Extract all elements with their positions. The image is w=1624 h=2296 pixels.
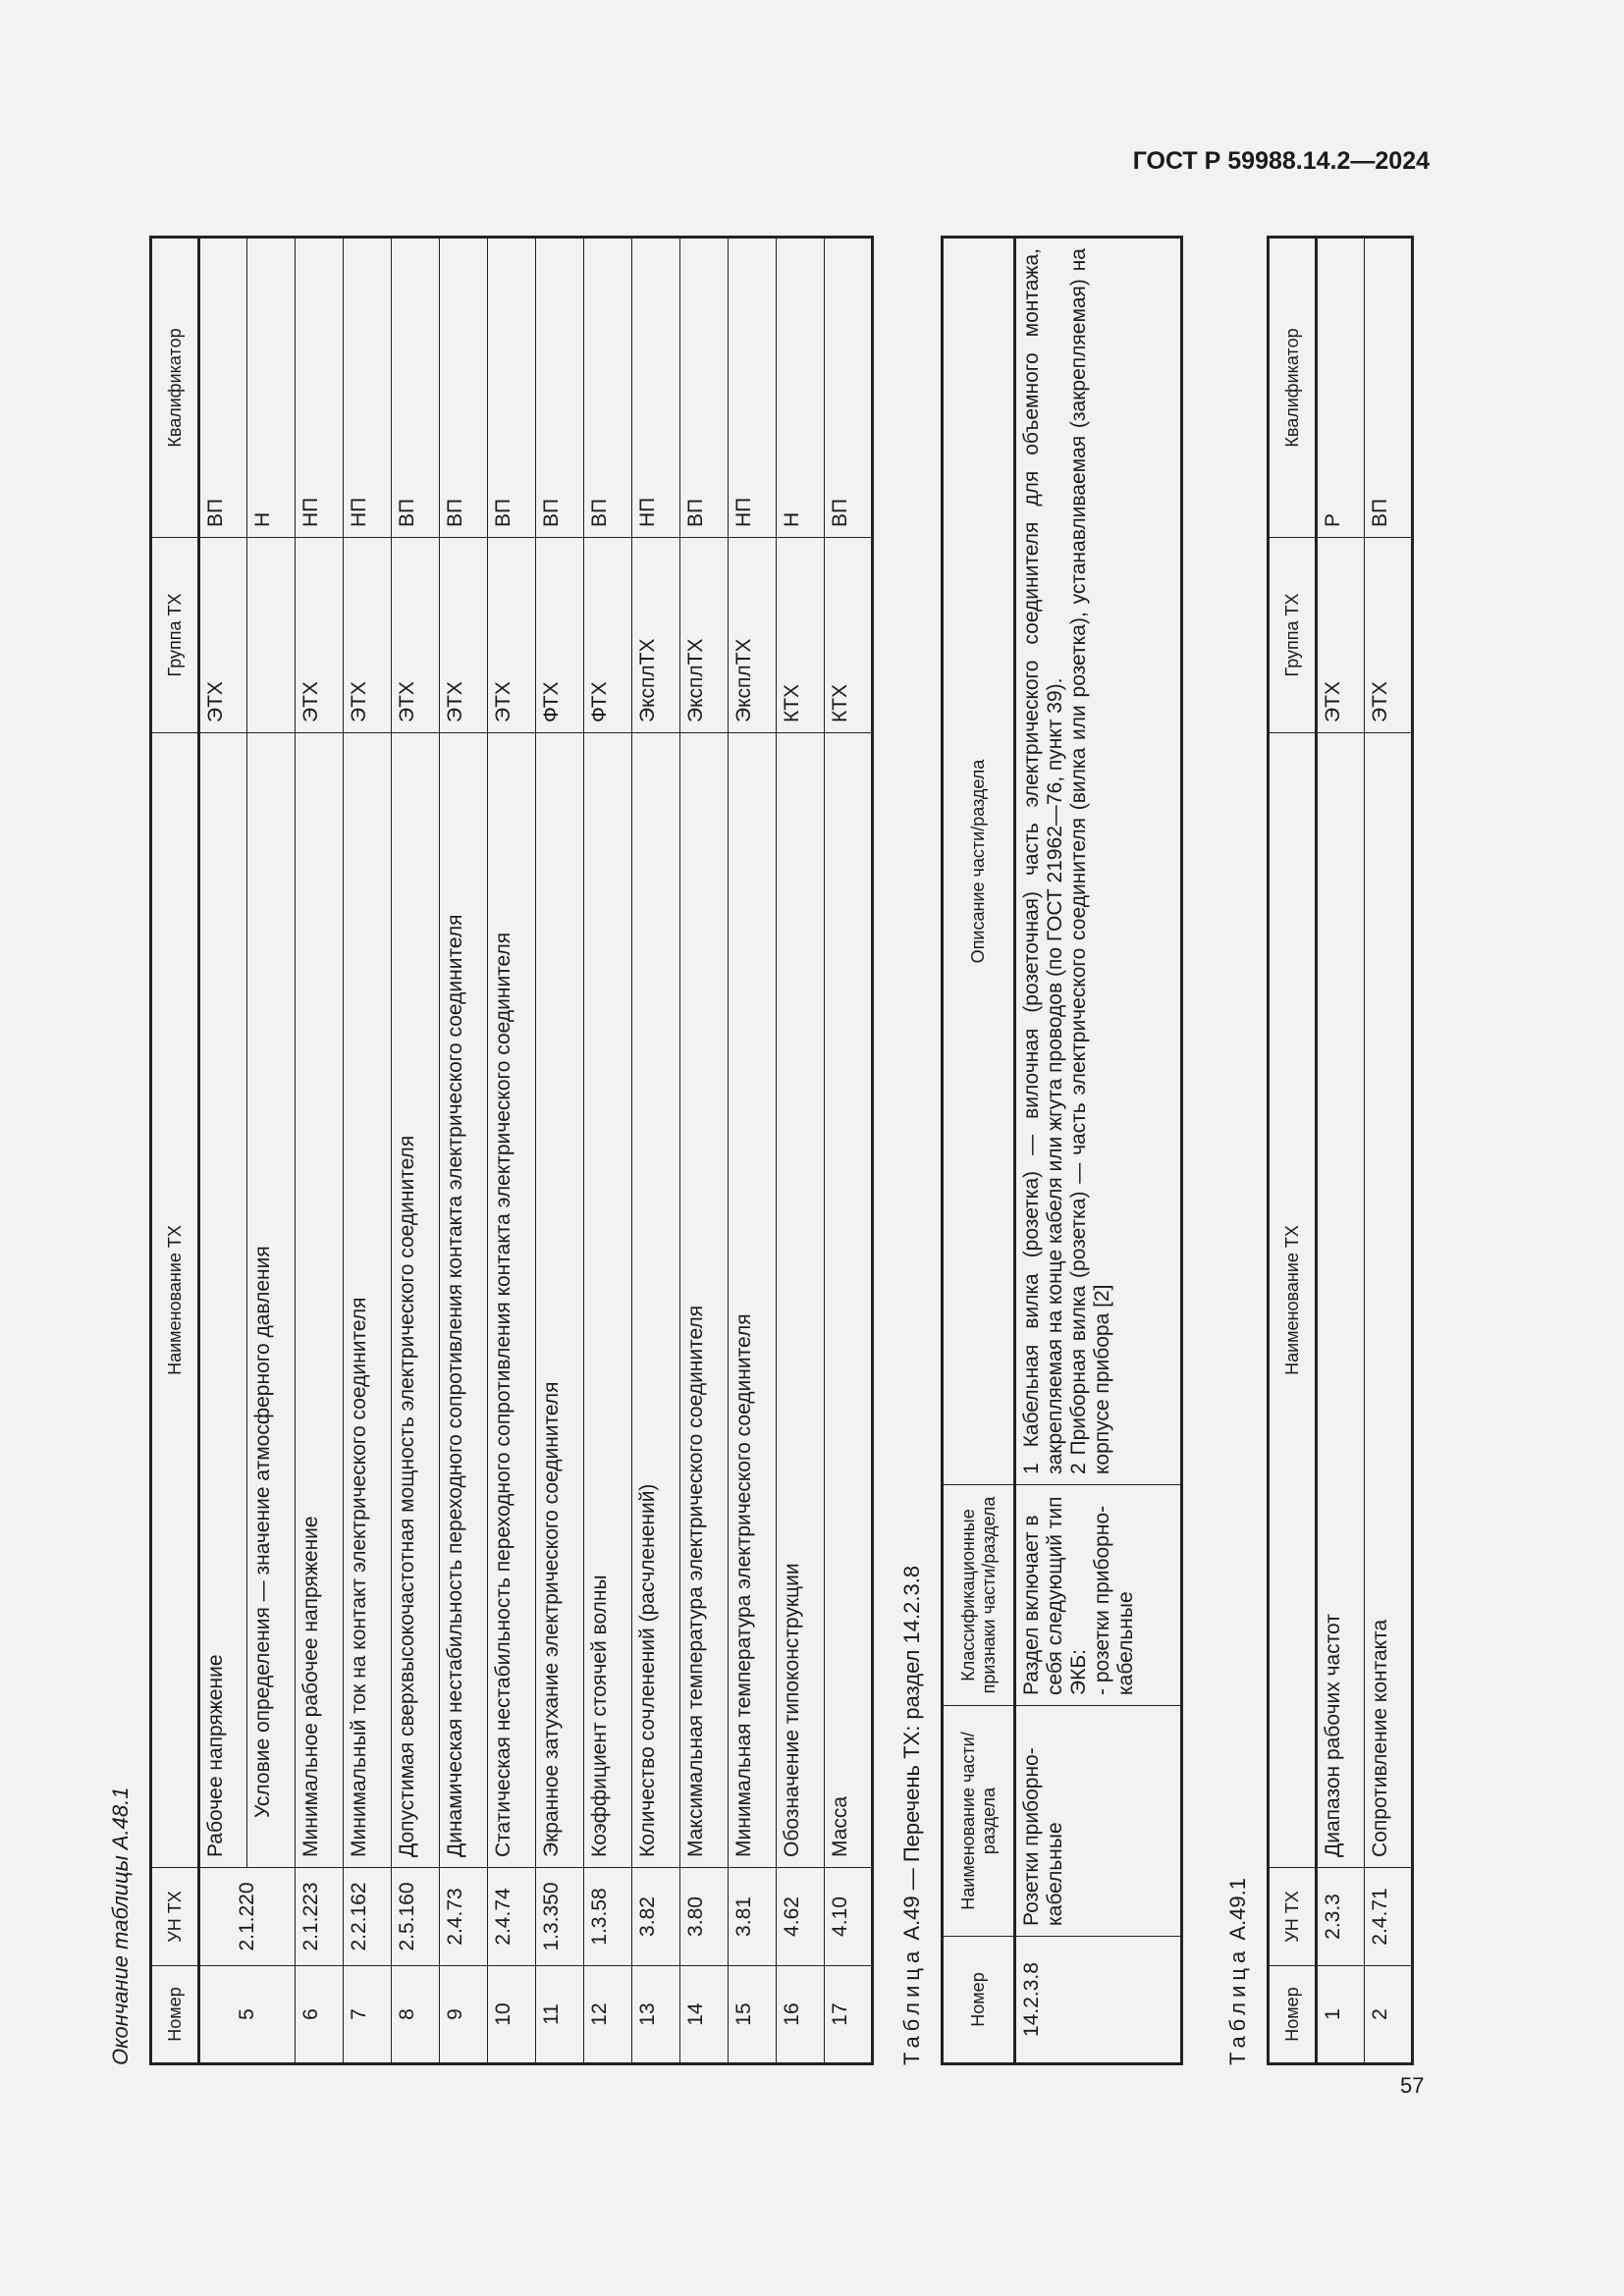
table-a49-caption <box>899 1566 925 2065</box>
row-qualifier: НП <box>632 238 680 538</box>
column-header: Квалификатор <box>1269 238 1317 538</box>
column-header: УН ТХ <box>1269 1868 1317 1966</box>
caption-text: А.49 — Перечень ТХ: раздел 14.2.3.8 <box>899 1565 924 1941</box>
caption-text: А.49.1 <box>1225 1878 1250 1941</box>
row-un: 4.62 <box>777 1868 825 1966</box>
table-row <box>680 238 729 2064</box>
row-qualifier: Н <box>777 238 825 538</box>
row-number: 12 <box>584 1966 632 2064</box>
row-number: 1 <box>1317 1966 1365 2064</box>
table-row <box>440 238 488 2064</box>
row-group: ЭТХ <box>199 538 247 733</box>
table-row <box>247 238 296 2064</box>
table-row <box>344 238 392 2064</box>
column-header: Номер <box>943 1937 1015 2064</box>
row-features: Раздел включает в себя следующий тип ЭКБ: - розетки приборно-кабельные <box>1015 1485 1182 1706</box>
table-row <box>1015 238 1182 2064</box>
column-header: Наименование ТХ <box>151 733 199 1868</box>
row-number: 5 <box>199 1966 296 2064</box>
table-header-row <box>151 238 199 2064</box>
row-name: Обозначение типоконструкции <box>777 733 825 1868</box>
row-un: 2.5.160 <box>392 1868 440 1966</box>
description-item: 1 Кабельная вилка (розетка) — вилочная (розеточная) часть электрического соединителя для объемного монтажа, закрепляемая на конце кабеля или жгута проводов (по ГОСТ 21962—76, пункт 39). <box>1020 248 1066 1474</box>
column-header: Наименование части/раздела <box>943 1706 1015 1937</box>
rotated-content <box>108 230 1463 2065</box>
row-un: 3.82 <box>632 1868 680 1966</box>
row-qualifier: ВП <box>392 238 440 538</box>
row-number: 14 <box>680 1966 729 2064</box>
column-header: Номер <box>1269 1966 1317 2064</box>
column-header: УН ТХ <box>151 1868 199 1966</box>
row-name: Рабочее напряжение <box>199 733 247 1868</box>
row-group: ЭТХ <box>344 538 392 733</box>
row-name: Диапазон рабочих частот <box>1317 733 1365 1868</box>
table-header-row <box>943 238 1015 2064</box>
caption-label: Таблица <box>1225 1946 1250 2065</box>
row-group: ФТХ <box>536 538 584 733</box>
document-code: ГОСТ Р 59988.14.2—2024 <box>1132 147 1430 175</box>
row-un: 2.1.223 <box>296 1868 344 1966</box>
row-name: Условие определения — значение атмосферного давления <box>247 733 296 1868</box>
row-qualifier: НП <box>344 238 392 538</box>
row-group: ЭксплТХ <box>680 538 729 733</box>
table-a491-caption <box>1225 1878 1251 2065</box>
row-qualifier: НП <box>729 238 777 538</box>
row-name: Коэффициент стоячей волны <box>584 733 632 1868</box>
column-header: Наименование ТХ <box>1269 733 1317 1868</box>
table-row <box>632 238 680 2064</box>
page-number: 57 <box>1400 2073 1425 2098</box>
column-header: Номер <box>151 1966 199 2064</box>
column-header: Группа ТХ <box>151 538 199 733</box>
table-a491 <box>1267 236 1414 2065</box>
row-qualifier: ВП <box>440 238 488 538</box>
row-un: 2.3.3 <box>1317 1868 1365 1966</box>
row-un: 2.4.71 <box>1365 1868 1413 1966</box>
table-header-row <box>1269 238 1317 2064</box>
row-number: 10 <box>488 1966 536 2064</box>
row-un: 3.81 <box>729 1868 777 1966</box>
row-name: Динамическая нестабильность переходного сопротивления контакта электрического соединителя <box>440 733 488 1868</box>
description-item: 2 Приборная вилка (розетка) — часть электрического соединителя (вилка или розетка), устанавливаемая (закрепляемая) на корпусе прибора [2] <box>1067 248 1113 1474</box>
row-qualifier: ВП <box>584 238 632 538</box>
row-un: 3.80 <box>680 1868 729 1966</box>
row-group: КТХ <box>777 538 825 733</box>
table-a481-caption: Окончание таблицы А.48.1 <box>108 1787 133 2065</box>
row-group: ЭТХ <box>1317 538 1365 733</box>
row-name: Минимальный ток на контакт электрического соединителя <box>344 733 392 1868</box>
row-description <box>1015 238 1182 1485</box>
row-un: 2.4.73 <box>440 1868 488 1966</box>
row-qualifier: Р <box>1317 238 1365 538</box>
row-un: 2.1.220 <box>199 1868 296 1966</box>
table-a481 <box>149 236 874 2065</box>
table-row <box>488 238 536 2064</box>
row-group: ЭТХ <box>392 538 440 733</box>
table-row <box>199 238 247 2064</box>
row-name: Максимальная температура электрического соединителя <box>680 733 729 1868</box>
column-header: Классификационные признаки части/раздела <box>943 1485 1015 1706</box>
table-row <box>1317 238 1365 2064</box>
table-row <box>729 238 777 2064</box>
row-name: Статическая нестабильность переходного сопротивления контакта электрического соединителя <box>488 733 536 1868</box>
table-row <box>392 238 440 2064</box>
table-row <box>584 238 632 2064</box>
row-number: 14.2.3.8 <box>1015 1937 1182 2064</box>
row-group: КТХ <box>825 538 873 733</box>
row-group: ЭксплТХ <box>729 538 777 733</box>
row-name: Розетки приборно-кабельные <box>1015 1706 1182 1937</box>
row-group: ЭТХ <box>440 538 488 733</box>
row-name: Минимальное рабочее напряжение <box>296 733 344 1868</box>
row-qualifier: НП <box>296 238 344 538</box>
row-un: 4.10 <box>825 1868 873 1966</box>
row-number: 13 <box>632 1966 680 2064</box>
row-name: Сопротивление контакта <box>1365 733 1413 1868</box>
row-name: Количество сочленений (расчленений) <box>632 733 680 1868</box>
table-row <box>1365 238 1413 2064</box>
row-number: 8 <box>392 1966 440 2064</box>
row-un: 1.3.58 <box>584 1868 632 1966</box>
row-group: ЭксплТХ <box>632 538 680 733</box>
row-group <box>247 538 296 733</box>
table-row <box>296 238 344 2064</box>
row-name: Минимальная температура электрического соединителя <box>729 733 777 1868</box>
row-name: Допустимая сверхвысокочастотная мощность электрического соединителя <box>392 733 440 1868</box>
row-number: 7 <box>344 1966 392 2064</box>
row-number: 16 <box>777 1966 825 2064</box>
row-number: 2 <box>1365 1966 1413 2064</box>
row-name: Экранное затухание электрического соединителя <box>536 733 584 1868</box>
row-name: Масса <box>825 733 873 1868</box>
table-a49 <box>941 236 1183 2065</box>
row-qualifier: ВП <box>199 238 247 538</box>
row-number: 11 <box>536 1966 584 2064</box>
row-number: 15 <box>729 1966 777 2064</box>
column-header: Группа ТХ <box>1269 538 1317 733</box>
row-number: 17 <box>825 1966 873 2064</box>
row-qualifier: ВП <box>825 238 873 538</box>
row-qualifier: Н <box>247 238 296 538</box>
table-row <box>777 238 825 2064</box>
row-un: 1.3.350 <box>536 1868 584 1966</box>
row-qualifier: ВП <box>1365 238 1413 538</box>
row-qualifier: ВП <box>536 238 584 538</box>
row-un: 2.2.162 <box>344 1868 392 1966</box>
row-qualifier: ВП <box>680 238 729 538</box>
column-header: Описание части/раздела <box>943 238 1015 1485</box>
caption-label: Таблица <box>899 1946 924 2065</box>
row-number: 9 <box>440 1966 488 2064</box>
row-group: ЭТХ <box>488 538 536 733</box>
row-qualifier: ВП <box>488 238 536 538</box>
row-un: 2.4.74 <box>488 1868 536 1966</box>
table-row <box>536 238 584 2064</box>
row-group: ЭТХ <box>1365 538 1413 733</box>
column-header: Квалификатор <box>151 238 199 538</box>
row-group: ФТХ <box>584 538 632 733</box>
row-group: ЭТХ <box>296 538 344 733</box>
row-number: 6 <box>296 1966 344 2064</box>
table-row <box>825 238 873 2064</box>
